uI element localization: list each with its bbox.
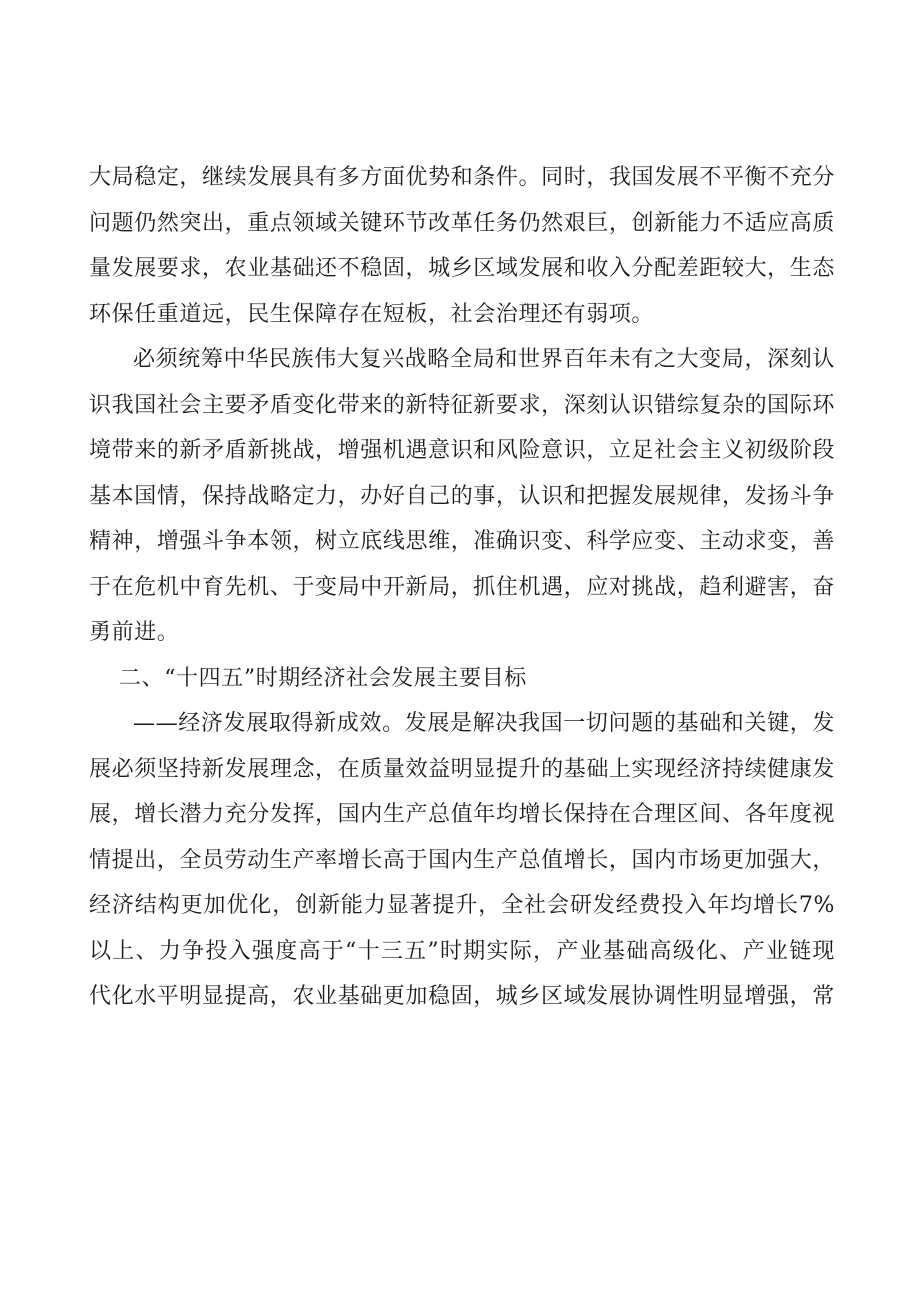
document-body <box>89 155 835 1020</box>
paragraph-challenges: 大局稳定，继续发展具有多方面优势和条件。同时，我国发展不平衡不充分问题仍然突出，重点领域关键环节改革任务仍然艰巨，创新能力不适应高质量发展要求，农业基础还不稳固，城乡区域发展和收入分配差距较大，生态环保任重道远，民生保障存在短板，社会治理还有弱项。 <box>89 165 835 327</box>
paragraph-economic-goals: ——经济发展取得新成效。发展是解决我国一切问题的基础和关键，发展必须坚持新发展理念，在质量效益明显提升的基础上实现经济持续健康发展，增长潜力充分发挥，国内生产总值年均增长保持在合理区间、各年度视情提出，全员劳动生产率增长高于国内生产总值增长，国内市场更加强大，经济结构更加优化，创新能力显著提升，全社会研发经费投入年均增长7%以上、力争投入强度高于“十三五”时期实际，产业基础高级化、产业链现代化水平明显提高，农业基础更加稳固，城乡区域发展协调性明显增强，常 <box>89 711 835 1009</box>
section-heading: 二、“十四五”时期经济社会发展主要目标 <box>119 665 527 691</box>
paragraph-strategy: 必须统筹中华民族伟大复兴战略全局和世界百年未有之大变局，深刻认识我国社会主要矛盾变化带来的新特征新要求，深刻认识错综复杂的国际环境带来的新矛盾新挑战，增强机遇意识和风险意识，立足社会主义初级阶段基本国情，保持战略定力，办好自己的事，认识和把握发展规律，发扬斗争精神，增强斗争本领，树立底线思维，准确识变、科学应变、主动求变，善于在危机中育先机、于变局中开新局，抓住机遇，应对挑战，趋利避害，奋勇前进。 <box>89 347 835 645</box>
